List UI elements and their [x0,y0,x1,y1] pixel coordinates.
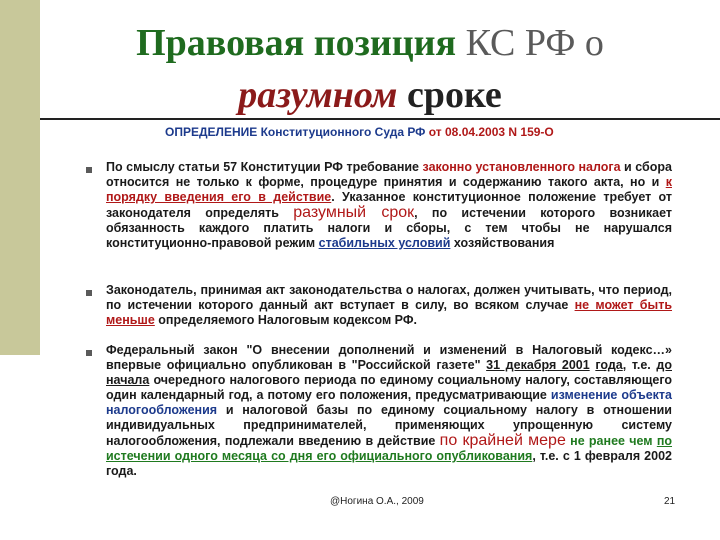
p2-text-1: Законодатель, принимая акт законодательства о налогах, должен учитывать, что период, по истечении которого данный акт вступает в силу, во всяком случае [106,283,672,312]
p3-not-earlier: не ранее чем [565,434,657,448]
p3-publication-date: 31 декабря 2001 [486,358,590,372]
title-emphasis: разумном [238,74,398,116]
bullet-marker-2 [86,290,92,296]
p1-text-2: и сбора относится не только к форме, процедуре принятия и содержанию такого акта, но и [106,160,672,189]
p3-text-4: и налоговой базы по единому социальному налогу в отношении индивидуальных предпринимателей, применяющих упрощенную систему налогообложения, подлежали введению в действие [106,403,672,448]
p3-one-month: по истечении одного месяца со дня его официального опубликования [106,434,673,463]
paragraph-3 [106,343,672,479]
p1-text-3: . Указанное конституционное положение требует от законодателя определять [106,190,673,220]
p2-not-less: не может быть меньше [106,298,673,327]
p3-text-1: Федеральный закон "О внесении дополнений и изменений в Налоговый кодекс…» впервые официально опубликован в "Российской газете" [106,343,672,372]
p3-text-5: , т.е. с 1 февраля 2002 года. [106,449,672,478]
p3-at-least: по крайней мере [439,432,566,449]
paragraph-1 [106,160,672,251]
footer-author: @Ногина О.А., 2009 [330,496,424,507]
p3-tax-object-change: изменение объекта налогообложения [106,388,672,417]
ruling-reference [165,125,685,139]
bullet-marker-3 [86,350,92,356]
title-divider [40,118,720,120]
slide-title-line-1 [60,20,680,66]
bullet-marker-1 [86,167,92,173]
p1-enactment-order: к порядку введения его в действие [106,175,672,204]
title-part-3: сроке [397,74,502,116]
p1-text-4: , по истечении которого возникает обязанность каждого платить налоги и сборы, с тем чтобы не нарушался конституционно-правовой режим [106,206,673,250]
ruling-date: от 08.04.2003 N 159-О [428,125,554,139]
p3-text-3: очередного налогового периода по единому социальному налогу, составляющего один календарный год, а потому его положения, предусматривающие [106,373,672,402]
footer-page-number: 21 [664,496,676,507]
slide-title-line-2 [60,72,680,118]
p3-text-2: , т.е. [622,358,657,372]
p1-reasonable-term: разумный срок [293,204,415,221]
paragraph-2 [106,283,672,328]
p1-text-5: хозяйствования [450,236,555,250]
p1-text-1: По смыслу статьи 57 Конституции РФ требование [106,160,423,174]
p3-before: до [656,358,672,372]
p3-start: начала [106,373,150,387]
title-part-2: КС РФ о [465,22,604,64]
p1-stable-conditions: стабильных условий [318,236,451,250]
p1-legal-tax: законно установленного налога [422,160,621,174]
p3-year: года [595,358,623,372]
title-part-1: Правовая позиция [136,22,466,64]
ruling-name: ОПРЕДЕЛЕНИЕ Конституционного Суда РФ [165,125,429,139]
p2-text-2: определяемого Налоговым кодексом РФ. [154,313,417,327]
decorative-side-bar [0,0,40,355]
